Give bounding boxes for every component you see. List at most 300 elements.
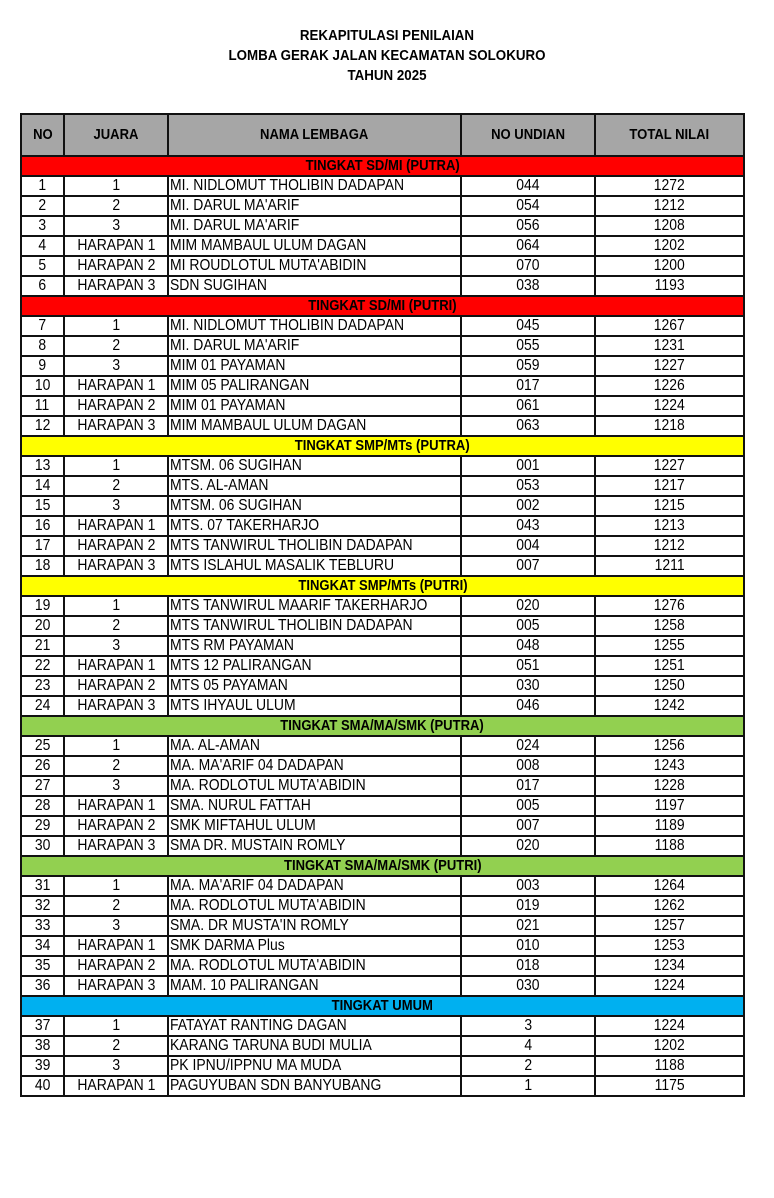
cell-no <box>21 476 64 496</box>
cell-total-nilai <box>595 796 744 816</box>
cell-nama-lembaga <box>168 196 461 216</box>
cell-no-undian-text: 018 <box>516 957 540 974</box>
table-row <box>21 676 744 696</box>
cell-total-nilai <box>595 656 744 676</box>
cell-juara-text: 3 <box>112 357 120 374</box>
cell-total-nilai-text: 1227 <box>653 357 686 374</box>
cell-no <box>21 796 64 816</box>
cell-no-undian-text: 053 <box>516 477 540 494</box>
cell-no <box>21 1076 64 1096</box>
cell-nama-lembaga-text: MIM 05 PALIRANGAN <box>170 377 310 394</box>
cell-juara-text: 2 <box>112 617 120 634</box>
cell-juara-text: 1 <box>112 597 120 614</box>
cell-nama-lembaga-text: MTS RM PAYAMAN <box>170 637 295 654</box>
cell-nama-lembaga-text: SMK DARMA Plus <box>170 937 285 954</box>
cell-nama-lembaga <box>168 476 461 496</box>
cell-total-nilai <box>595 676 744 696</box>
cell-nama-lembaga-text: MI. DARUL MA'ARIF <box>170 337 300 354</box>
cell-total-nilai <box>595 476 744 496</box>
cell-no <box>21 816 64 836</box>
cell-no-text: 39 <box>34 1057 51 1074</box>
cell-juara <box>64 496 168 516</box>
cell-juara-text: 2 <box>112 337 120 354</box>
cell-total-nilai <box>595 336 744 356</box>
table-row <box>21 936 744 956</box>
cell-nama-lembaga <box>168 656 461 676</box>
table-header <box>21 114 744 156</box>
cell-nama-lembaga-text: MA. RODLOTUL MUTA'ABIDIN <box>170 957 366 974</box>
results-table <box>20 113 745 1097</box>
cell-nama-lembaga-text: MTSM. 06 SUGIHAN <box>170 457 302 474</box>
cell-total-nilai-text: 1218 <box>653 417 686 434</box>
section-title-label: TINGKAT UMUM <box>331 998 434 1014</box>
table-row <box>21 616 744 636</box>
cell-no-undian <box>461 236 595 256</box>
cell-no-undian <box>461 1036 595 1056</box>
cell-juara-text: 2 <box>112 197 120 214</box>
cell-nama-lembaga <box>168 556 461 576</box>
cell-no-undian <box>461 496 595 516</box>
cell-no-undian <box>461 536 595 556</box>
table-row <box>21 416 744 436</box>
cell-no-undian <box>461 456 595 476</box>
cell-no-undian <box>461 636 595 656</box>
cell-no-undian <box>461 896 595 916</box>
cell-nama-lembaga-text: MA. AL-AMAN <box>170 737 260 754</box>
cell-total-nilai-text: 1211 <box>654 557 685 574</box>
cell-no-undian-text: 005 <box>516 797 540 814</box>
cell-no-text: 37 <box>34 1017 51 1034</box>
cell-nama-lembaga-text: MTS IHYAUL ULUM <box>170 697 296 714</box>
cell-total-nilai <box>595 376 744 396</box>
cell-juara-text: HARAPAN 3 <box>76 977 156 994</box>
cell-juara <box>64 876 168 896</box>
cell-total-nilai <box>595 176 744 196</box>
cell-juara <box>64 376 168 396</box>
cell-no-text: 10 <box>34 377 51 394</box>
cell-nama-lembaga-text: MA. MA'ARIF 04 DADAPAN <box>170 757 344 774</box>
cell-juara-text: 2 <box>112 1037 120 1054</box>
cell-no-undian-text: 020 <box>516 837 540 854</box>
cell-no-undian-text: 019 <box>516 897 540 914</box>
cell-no-undian <box>461 1056 595 1076</box>
cell-no <box>21 356 64 376</box>
cell-nama-lembaga-text: MI ROUDLOTUL MUTA'ABIDIN <box>170 257 367 274</box>
cell-no <box>21 636 64 656</box>
cell-total-nilai <box>595 616 744 636</box>
cell-no-undian-text: 043 <box>516 517 540 534</box>
cell-no-undian-text: 038 <box>516 277 540 294</box>
cell-no-undian <box>461 336 595 356</box>
cell-no <box>21 596 64 616</box>
cell-nama-lembaga <box>168 836 461 856</box>
cell-total-nilai-text: 1231 <box>653 337 686 354</box>
cell-no-undian-text: 001 <box>516 457 540 474</box>
cell-no <box>21 1056 64 1076</box>
cell-no-undian-text: 004 <box>516 537 540 554</box>
table-row <box>21 316 744 336</box>
cell-juara <box>64 656 168 676</box>
cell-juara-text: 3 <box>112 217 120 234</box>
cell-no-text: 2 <box>38 197 47 214</box>
cell-nama-lembaga <box>168 696 461 716</box>
cell-total-nilai <box>595 316 744 336</box>
cell-juara-text: HARAPAN 2 <box>76 397 156 414</box>
cell-no <box>21 516 64 536</box>
cell-no-text: 36 <box>34 977 51 994</box>
cell-nama-lembaga <box>168 796 461 816</box>
cell-no-undian <box>461 796 595 816</box>
cell-total-nilai <box>595 636 744 656</box>
column-header-label: NO <box>32 127 53 143</box>
cell-no-text: 16 <box>34 517 51 534</box>
cell-no <box>21 536 64 556</box>
cell-no-undian <box>461 556 595 576</box>
cell-no-undian-text: 059 <box>516 357 540 374</box>
section-title <box>21 576 744 596</box>
cell-total-nilai <box>595 496 744 516</box>
cell-juara <box>64 216 168 236</box>
column-header-nama-lembaga <box>168 114 461 156</box>
title-line-1: REKAPITULASI PENILAIAN <box>299 28 475 44</box>
cell-no-text: 22 <box>34 657 51 674</box>
cell-no-undian-text: 044 <box>516 177 540 194</box>
cell-juara-text: 3 <box>112 917 120 934</box>
cell-nama-lembaga <box>168 1056 461 1076</box>
cell-no <box>21 256 64 276</box>
cell-nama-lembaga-text: MI. NIDLOMUT THOLIBIN DADAPAN <box>170 177 405 194</box>
cell-juara-text: HARAPAN 2 <box>76 957 156 974</box>
column-header-label: JUARA <box>93 127 139 143</box>
cell-total-nilai-text: 1175 <box>654 1077 685 1094</box>
column-header-label: NAMA LEMBAGA <box>260 127 369 143</box>
cell-juara-text: 3 <box>112 777 120 794</box>
cell-no-text: 40 <box>34 1077 51 1094</box>
cell-juara <box>64 316 168 336</box>
cell-total-nilai <box>595 1056 744 1076</box>
cell-juara-text: 2 <box>112 477 120 494</box>
cell-total-nilai-text: 1202 <box>653 237 686 254</box>
cell-total-nilai-text: 1228 <box>653 777 686 794</box>
section-title-label: TINGKAT SD/MI (PUTRA) <box>305 158 460 174</box>
section-title <box>21 296 744 316</box>
table-row <box>21 556 744 576</box>
cell-total-nilai-text: 1215 <box>653 497 686 514</box>
cell-no <box>21 776 64 796</box>
cell-no-undian-text: 064 <box>516 237 540 254</box>
cell-nama-lembaga <box>168 896 461 916</box>
cell-no-text: 20 <box>34 617 51 634</box>
cell-nama-lembaga <box>168 756 461 776</box>
cell-no <box>21 756 64 776</box>
cell-no-undian <box>461 696 595 716</box>
cell-juara <box>64 676 168 696</box>
section-header-row <box>21 436 744 456</box>
cell-nama-lembaga <box>168 736 461 756</box>
cell-juara <box>64 616 168 636</box>
table-body <box>21 156 744 1096</box>
cell-no-undian <box>461 356 595 376</box>
table-row <box>21 816 744 836</box>
cell-no-text: 5 <box>38 257 47 274</box>
title-line-2: LOMBA GERAK JALAN KECAMATAN SOLOKURO <box>228 48 546 64</box>
cell-no-undian-text: 045 <box>516 317 540 334</box>
cell-juara <box>64 336 168 356</box>
cell-no-undian <box>461 256 595 276</box>
cell-nama-lembaga <box>168 316 461 336</box>
cell-no-undian <box>461 616 595 636</box>
cell-nama-lembaga-text: MAM. 10 PALIRANGAN <box>170 977 319 994</box>
cell-total-nilai-text: 1251 <box>653 657 686 674</box>
table-row <box>21 1076 744 1096</box>
cell-total-nilai-text: 1255 <box>653 637 686 654</box>
cell-nama-lembaga <box>168 596 461 616</box>
table-row <box>21 916 744 936</box>
table-row <box>21 336 744 356</box>
cell-nama-lembaga <box>168 876 461 896</box>
cell-total-nilai-text: 1272 <box>653 177 686 194</box>
cell-total-nilai-text: 1224 <box>653 397 686 414</box>
cell-total-nilai <box>595 736 744 756</box>
cell-no-text: 14 <box>34 477 51 494</box>
table-row <box>21 696 744 716</box>
cell-total-nilai-text: 1226 <box>653 377 686 394</box>
cell-juara-text: HARAPAN 3 <box>76 697 156 714</box>
cell-no <box>21 236 64 256</box>
cell-no-undian <box>461 196 595 216</box>
cell-juara <box>64 416 168 436</box>
cell-no-text: 27 <box>34 777 51 794</box>
cell-total-nilai-text: 1234 <box>653 957 686 974</box>
cell-no-undian <box>461 376 595 396</box>
cell-total-nilai-text: 1227 <box>653 457 686 474</box>
cell-total-nilai-text: 1202 <box>653 1037 686 1054</box>
cell-nama-lembaga-text: MA. RODLOTUL MUTA'ABIDIN <box>170 777 366 794</box>
cell-no-text: 32 <box>34 897 51 914</box>
cell-no-undian <box>461 1016 595 1036</box>
cell-nama-lembaga-text: MTS 12 PALIRANGAN <box>170 657 312 674</box>
cell-no-text: 1 <box>38 177 47 194</box>
cell-nama-lembaga-text: MTS TANWIRUL THOLIBIN DADAPAN <box>170 537 413 554</box>
cell-nama-lembaga-text: MIM MAMBAUL ULUM DAGAN <box>170 237 367 254</box>
cell-juara <box>64 776 168 796</box>
cell-no-undian-text: 010 <box>516 937 540 954</box>
column-header-label: TOTAL NILAI <box>629 127 710 143</box>
cell-juara <box>64 236 168 256</box>
section-title-label: TINGKAT SD/MI (PUTRI) <box>308 298 457 314</box>
cell-nama-lembaga <box>168 976 461 996</box>
cell-juara <box>64 456 168 476</box>
cell-nama-lembaga <box>168 916 461 936</box>
cell-no-undian-text: 017 <box>516 377 540 394</box>
cell-no-text: 21 <box>34 637 51 654</box>
cell-nama-lembaga-text: MIM 01 PAYAMAN <box>170 397 286 414</box>
cell-juara-text: HARAPAN 1 <box>76 1077 156 1094</box>
table-row <box>21 276 744 296</box>
cell-nama-lembaga <box>168 276 461 296</box>
cell-no-undian-text: 070 <box>516 257 540 274</box>
cell-total-nilai-text: 1267 <box>653 317 686 334</box>
cell-juara-text: HARAPAN 3 <box>76 837 156 854</box>
cell-nama-lembaga <box>168 776 461 796</box>
cell-juara-text: 3 <box>112 637 120 654</box>
section-title <box>21 716 744 736</box>
cell-total-nilai-text: 1213 <box>653 517 686 534</box>
cell-total-nilai-text: 1193 <box>654 277 685 294</box>
table-row <box>21 736 744 756</box>
cell-no-text: 34 <box>34 937 51 954</box>
cell-juara-text: HARAPAN 3 <box>76 417 156 434</box>
table-row <box>21 456 744 476</box>
table-row <box>21 756 744 776</box>
cell-no <box>21 336 64 356</box>
cell-no-undian <box>461 416 595 436</box>
cell-no <box>21 1036 64 1056</box>
cell-nama-lembaga <box>168 356 461 376</box>
cell-nama-lembaga <box>168 816 461 836</box>
cell-nama-lembaga-text: SMA. NURUL FATTAH <box>170 797 311 814</box>
report-title <box>31 26 743 86</box>
table-row <box>21 256 744 276</box>
cell-no-undian <box>461 756 595 776</box>
column-header-label: NO UNDIAN <box>491 127 565 143</box>
cell-no-undian <box>461 916 595 936</box>
section-header-row <box>21 296 744 316</box>
cell-total-nilai <box>595 276 744 296</box>
cell-nama-lembaga-text: MTSM. 06 SUGIHAN <box>170 497 302 514</box>
cell-no <box>21 276 64 296</box>
cell-total-nilai <box>595 696 744 716</box>
section-title-label: TINGKAT SMP/MTs (PUTRI) <box>297 578 468 594</box>
table-row <box>21 656 744 676</box>
cell-no-undian <box>461 836 595 856</box>
section-title-label: TINGKAT SMA/MA/SMK (PUTRA) <box>280 718 485 734</box>
cell-total-nilai <box>595 556 744 576</box>
cell-no-undian <box>461 676 595 696</box>
cell-nama-lembaga <box>168 416 461 436</box>
cell-juara <box>64 516 168 536</box>
cell-juara <box>64 176 168 196</box>
cell-total-nilai <box>595 896 744 916</box>
cell-total-nilai-text: 1189 <box>654 817 685 834</box>
cell-total-nilai <box>595 1036 744 1056</box>
cell-no-undian-text: 3 <box>524 1017 532 1034</box>
cell-no-undian <box>461 176 595 196</box>
cell-nama-lembaga <box>168 256 461 276</box>
cell-total-nilai <box>595 516 744 536</box>
cell-no-undian-text: 063 <box>516 417 540 434</box>
cell-no <box>21 216 64 236</box>
cell-no-text: 29 <box>34 817 51 834</box>
cell-nama-lembaga <box>168 336 461 356</box>
cell-no <box>21 976 64 996</box>
cell-no-undian <box>461 736 595 756</box>
section-title-label: TINGKAT SMP/MTs (PUTRA) <box>295 438 470 454</box>
cell-juara-text: 1 <box>112 457 120 474</box>
column-header-total-nilai <box>595 114 744 156</box>
cell-total-nilai-text: 1258 <box>653 617 686 634</box>
cell-juara-text: HARAPAN 3 <box>76 277 156 294</box>
table-row <box>21 896 744 916</box>
cell-no <box>21 456 64 476</box>
cell-total-nilai <box>595 1016 744 1036</box>
cell-no-undian <box>461 776 595 796</box>
cell-nama-lembaga <box>168 516 461 536</box>
cell-no-undian <box>461 1076 595 1096</box>
cell-no-text: 38 <box>34 1037 51 1054</box>
cell-nama-lembaga <box>168 1036 461 1056</box>
cell-no-undian <box>461 516 595 536</box>
cell-total-nilai <box>595 756 744 776</box>
cell-juara-text: 3 <box>112 1057 120 1074</box>
section-title <box>21 436 744 456</box>
cell-juara <box>64 916 168 936</box>
cell-juara <box>64 936 168 956</box>
cell-no-undian <box>461 276 595 296</box>
cell-total-nilai <box>595 216 744 236</box>
cell-nama-lembaga-text: MI. DARUL MA'ARIF <box>170 217 300 234</box>
title-line-3: TAHUN 2025 <box>347 68 427 84</box>
cell-juara-text: HARAPAN 2 <box>76 677 156 694</box>
table-row <box>21 396 744 416</box>
cell-nama-lembaga-text: SMA. DR MUSTA'IN ROMLY <box>170 917 349 934</box>
table-row <box>21 1036 744 1056</box>
cell-no <box>21 496 64 516</box>
cell-total-nilai <box>595 876 744 896</box>
cell-total-nilai-text: 1262 <box>653 897 686 914</box>
cell-juara-text: HARAPAN 1 <box>76 237 156 254</box>
cell-juara-text: HARAPAN 1 <box>76 517 156 534</box>
cell-juara <box>64 276 168 296</box>
table-row <box>21 496 744 516</box>
cell-juara-text: HARAPAN 3 <box>76 557 156 574</box>
cell-no-undian-text: 020 <box>516 597 540 614</box>
cell-no-undian <box>461 396 595 416</box>
cell-no-undian-text: 056 <box>516 217 540 234</box>
cell-nama-lembaga-text: MTS. 07 TAKERHARJO <box>170 517 320 534</box>
table-row <box>21 596 744 616</box>
cell-no <box>21 936 64 956</box>
cell-no-undian-text: 2 <box>524 1057 532 1074</box>
cell-juara <box>64 636 168 656</box>
cell-no-undian <box>461 976 595 996</box>
cell-no <box>21 696 64 716</box>
cell-juara-text: HARAPAN 2 <box>76 257 156 274</box>
cell-nama-lembaga <box>168 616 461 636</box>
cell-no-text: 8 <box>38 337 47 354</box>
cell-juara-text: 1 <box>112 877 120 894</box>
cell-total-nilai-text: 1250 <box>653 677 686 694</box>
cell-nama-lembaga <box>168 216 461 236</box>
cell-total-nilai-text: 1224 <box>653 977 686 994</box>
cell-no-undian-text: 061 <box>516 397 540 414</box>
cell-no-text: 7 <box>38 317 47 334</box>
cell-total-nilai <box>595 1076 744 1096</box>
cell-juara <box>64 836 168 856</box>
cell-nama-lembaga-text: MTS 05 PAYAMAN <box>170 677 288 694</box>
cell-no-text: 6 <box>38 277 47 294</box>
cell-no-text: 13 <box>34 457 51 474</box>
section-header-row <box>21 156 744 176</box>
cell-juara-text: 1 <box>112 737 120 754</box>
table-row <box>21 636 744 656</box>
cell-total-nilai-text: 1200 <box>653 257 686 274</box>
cell-total-nilai-text: 1188 <box>654 837 685 854</box>
cell-no-undian <box>461 876 595 896</box>
cell-nama-lembaga-text: FATAYAT RANTING DAGAN <box>170 1017 347 1034</box>
cell-no-text: 24 <box>34 697 51 714</box>
cell-nama-lembaga-text: SMA DR. MUSTAIN ROMLY <box>170 837 346 854</box>
